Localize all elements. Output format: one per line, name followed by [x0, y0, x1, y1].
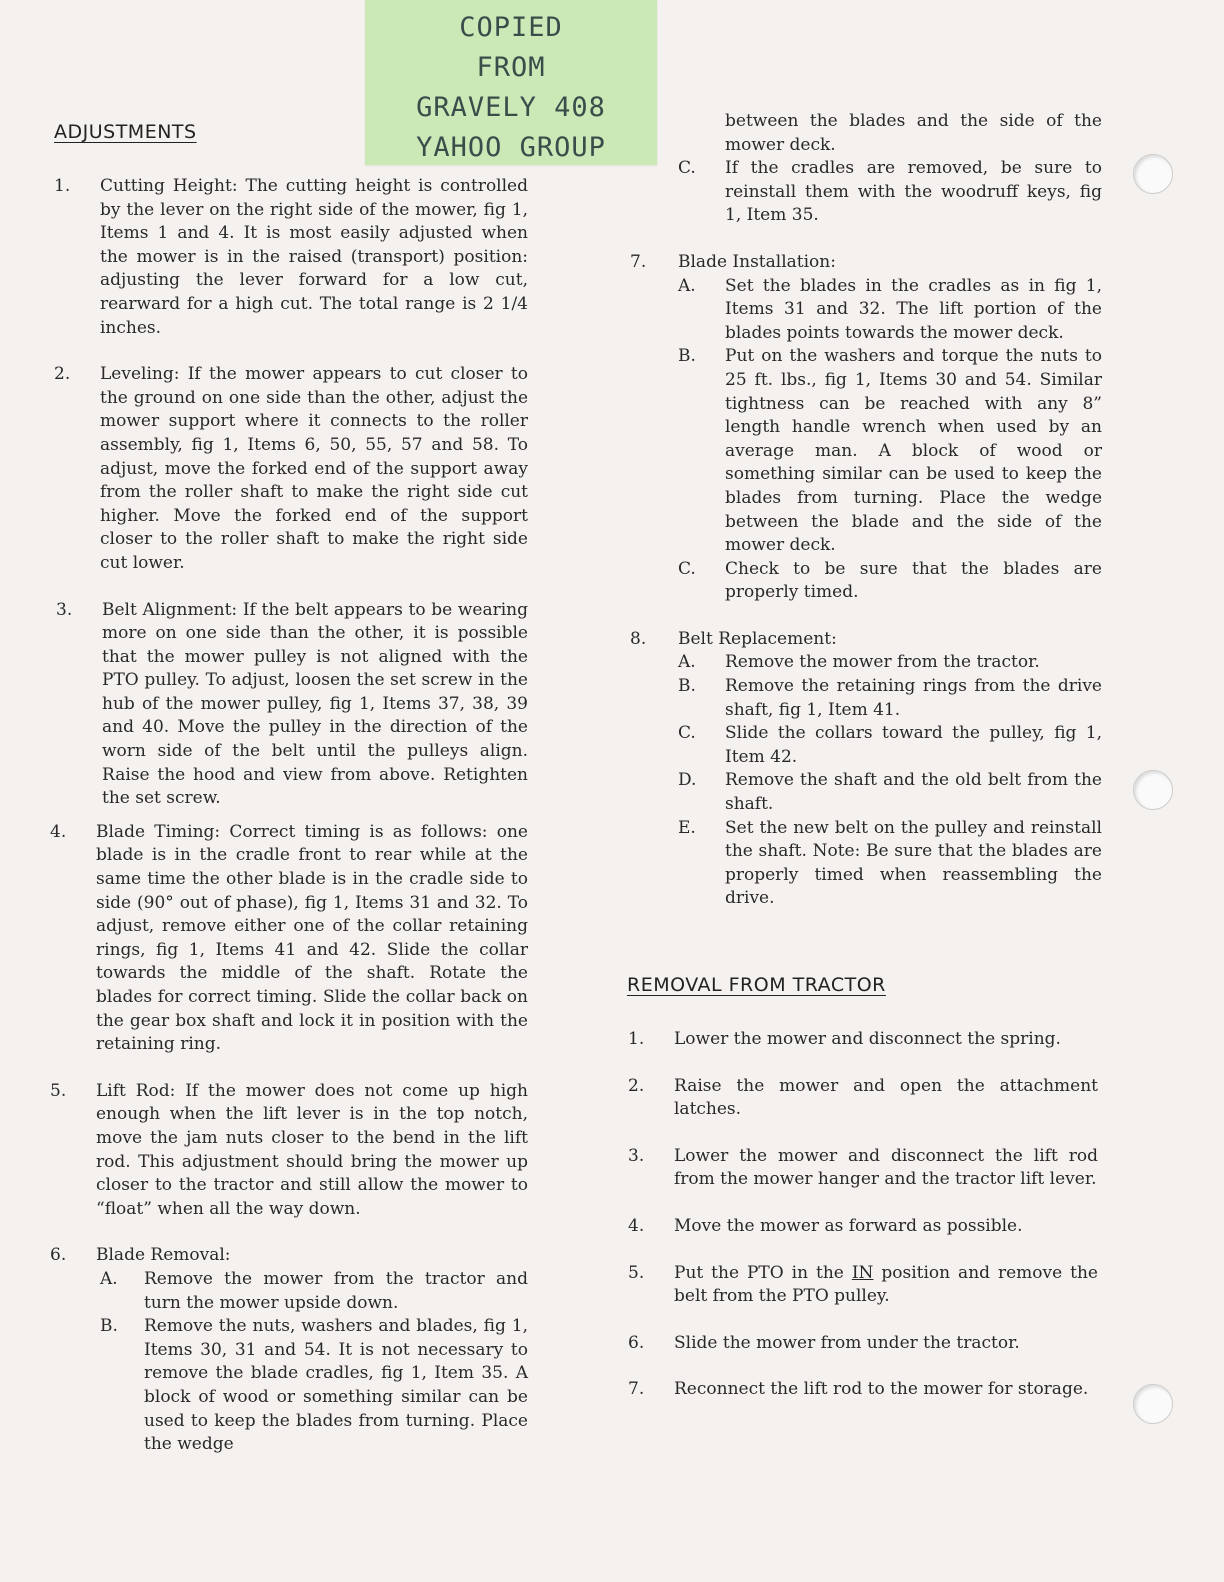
step-letter: C. — [678, 723, 696, 744]
item-text: Blade Installation: — [678, 251, 836, 272]
removal-step-5 — [628, 1262, 1098, 1309]
step-letter: C. — [678, 158, 696, 179]
adjustment-item-4 — [50, 821, 528, 1057]
step-letter: B. — [678, 346, 696, 367]
item-text: Cutting Height: The cutting height is controlled by the lever on the right side of the mower, fig 1, Items 1 and 4. It is most easily adjusted when the mower is in the raised (transport) position: adjusting the lever forward for a low cut, rearward for a high cut. The total range is 2 1/4 inches. — [100, 176, 528, 338]
adjustments-heading: ADJUSTMENTS — [54, 121, 197, 143]
blade-installation-step-a — [628, 275, 1102, 346]
step-number: 7. — [628, 1379, 645, 1400]
removal-step-6 — [628, 1332, 1098, 1356]
item-number: 7. — [630, 251, 647, 272]
item-number: 1. — [54, 176, 71, 196]
item-number: 4. — [50, 821, 67, 842]
item-text: Blade Removal: — [96, 1245, 231, 1266]
blade-removal-step-b-continued — [628, 110, 1102, 157]
binder-hole-bottom — [1133, 1384, 1173, 1424]
belt-replacement-step-a — [628, 651, 1102, 675]
item-number: 6. — [50, 1245, 67, 1266]
blade-removal-step-a — [50, 1268, 528, 1315]
item-text: Blade Timing: Correct timing is as follows: one blade is in the cradle front to rear while at the same time the other blade is in the cradle side to side (90° out of phase), fig 1, Items 31 and 32. To adjust, remove either one of the collar retaining rings, fig 1, Items 41 and 42. Slide the collar towards the middle of the shaft. Rotate the blades for correct timing. Slide the collar back on the gear box shaft and lock it in position with the retaining ring. — [96, 821, 528, 1055]
binder-hole-top — [1133, 154, 1173, 194]
adjustment-item-3 — [50, 599, 528, 811]
step-text: Remove the shaft and the old belt from the shaft. — [725, 770, 1102, 815]
sticky-note — [365, 0, 657, 165]
left-column — [50, 175, 528, 1457]
removal-step-1 — [628, 1028, 1098, 1052]
step-text — [674, 1262, 1098, 1309]
item-number: 2. — [54, 364, 71, 385]
step-text: Set the new belt on the pulley and reinstall the shaft. Note: Be sure that the blades are properly timed when reassembling the drive. — [725, 817, 1102, 909]
blade-installation-step-c — [628, 558, 1102, 605]
step-number: 2. — [628, 1075, 645, 1096]
step-text: Check to be sure that the blades are properly timed. — [725, 558, 1102, 603]
step-text: Remove the retaining rings from the drive shaft, fig 1, Item 41. — [725, 676, 1102, 720]
step-text: If the cradles are removed, be sure to reinstall them with the woodruff keys, fig 1, Item 35. — [725, 158, 1102, 226]
step-text-emphasis: IN — [851, 1262, 874, 1283]
step-letter: C. — [678, 558, 696, 579]
step-text: Remove the mower from the tractor and turn the mower upside down. — [144, 1268, 528, 1313]
right-column-top — [628, 110, 1102, 911]
removal-heading: REMOVAL FROM TRACTOR — [627, 974, 886, 996]
removal-step-7 — [628, 1378, 1098, 1402]
step-text: Lower the mower and disconnect the spring. — [674, 1029, 1061, 1049]
step-letter: D. — [678, 770, 697, 791]
step-text: Remove the nuts, washers and blades, fig 1, Items 30, 31 and 54. It is not necessary to remove the blade cradles, fig 1, Item 35. A block of wood or something similar can be used to keep the blades from turning. Place the wedge — [144, 1316, 528, 1455]
item-number: 3. — [56, 599, 73, 620]
removal-steps — [628, 1028, 1098, 1402]
item-text: Belt Replacement: — [678, 628, 837, 649]
belt-replacement-step-c — [628, 722, 1102, 769]
step-letter: B. — [100, 1316, 118, 1337]
note-line-3: GRAVELY 408 — [416, 92, 606, 123]
step-text: Raise the mower and open the attachment latches. — [674, 1075, 1098, 1120]
belt-replacement-step-e — [628, 817, 1102, 911]
adjustment-item-1 — [50, 175, 528, 340]
step-text: between the blades and the side of the mower deck. — [725, 111, 1102, 155]
adjustment-item-7 — [628, 251, 1102, 275]
adjustment-item-5 — [50, 1080, 528, 1222]
step-letter: A. — [678, 275, 696, 296]
note-line-4: YAHOO GROUP — [416, 132, 606, 163]
step-number: 6. — [628, 1332, 645, 1353]
item-number: 8. — [630, 628, 647, 649]
step-text: Reconnect the lift rod to the mower for storage. — [674, 1379, 1089, 1400]
step-text-part-2: position and remove the belt from the PTO pulley. — [674, 1262, 1098, 1307]
step-letter: E. — [678, 817, 696, 838]
note-line-1: COPIED — [459, 12, 563, 43]
belt-replacement-step-d — [628, 769, 1102, 816]
adjustment-item-8 — [628, 628, 1102, 652]
item-number: 5. — [50, 1080, 67, 1101]
step-letter: B. — [678, 676, 696, 697]
step-text: Move the mower as forward as possible. — [674, 1215, 1023, 1236]
step-text-part-1: Put the PTO in the — [674, 1262, 852, 1283]
item-text: Belt Alignment: If the belt appears to be wearing more on one side than the other, it is possible that the mower pulley is not aligned with the PTO pulley. To adjust, loosen the set screw in the hub of the mower pulley, fig 1, Items 37, 38, 39 and 40. Move the pulley in the direction of the worn side of the belt until the pulleys align. Raise the hood and view from above. Retighten the set screw. — [102, 599, 528, 809]
step-number: 5. — [628, 1262, 645, 1283]
step-text: Put on the washers and torque the nuts to 25 ft. lbs., fig 1, Items 30 and 54. Similar tightness can be reached with any 8” length handle wrench when used by an average man. A block of wood or something similar can be used to keep the blades from turning. Place the wedge between the blade and the side of the mower deck. — [725, 346, 1102, 556]
adjustment-item-6 — [50, 1244, 528, 1268]
note-line-2: FROM — [476, 52, 546, 83]
removal-step-3 — [628, 1145, 1098, 1192]
binder-hole-middle — [1133, 770, 1173, 810]
step-text: Remove the mower from the tractor. — [725, 652, 1040, 673]
step-text: Slide the collars toward the pulley, fig 1, Item 42. — [725, 723, 1102, 767]
step-text: Slide the mower from under the tractor. — [674, 1332, 1020, 1353]
step-text: Set the blades in the cradles as in fig 1, Items 31 and 32. The lift portion of the blades points towards the mower deck. — [725, 275, 1102, 343]
step-number: 4. — [628, 1215, 645, 1236]
item-text: Lift Rod: If the mower does not come up high enough when the lift lever is in the top notch, move the jam nuts closer to the bend in the lift rod. This adjustment should bring the mower up closer to the tractor and still allow the mower to “float” when all the way down. — [96, 1080, 528, 1219]
item-text: Leveling: If the mower appears to cut closer to the ground on one side than the other, adjust the mower support where it connects to the roller assembly, fig 1, Items 6, 50, 55, 57 and 58. To adjust, move the forked end of the support away from the roller shaft to make the right side cut higher. Move the forked end of the support closer to the roller shaft to make the right side cut lower. — [100, 364, 528, 573]
belt-replacement-step-b — [628, 675, 1102, 722]
blade-installation-step-b — [628, 345, 1102, 557]
removal-step-4 — [628, 1215, 1098, 1239]
step-letter: A. — [678, 652, 696, 673]
step-number: 1. — [628, 1029, 645, 1049]
step-letter: A. — [100, 1268, 118, 1289]
blade-removal-step-b — [50, 1315, 528, 1457]
step-text: Lower the mower and disconnect the lift rod from the mower hanger and the tractor lift lever. — [674, 1145, 1098, 1190]
adjustment-item-2 — [50, 363, 528, 575]
removal-step-2 — [628, 1075, 1098, 1122]
blade-removal-step-c — [628, 157, 1102, 228]
step-number: 3. — [628, 1145, 645, 1166]
